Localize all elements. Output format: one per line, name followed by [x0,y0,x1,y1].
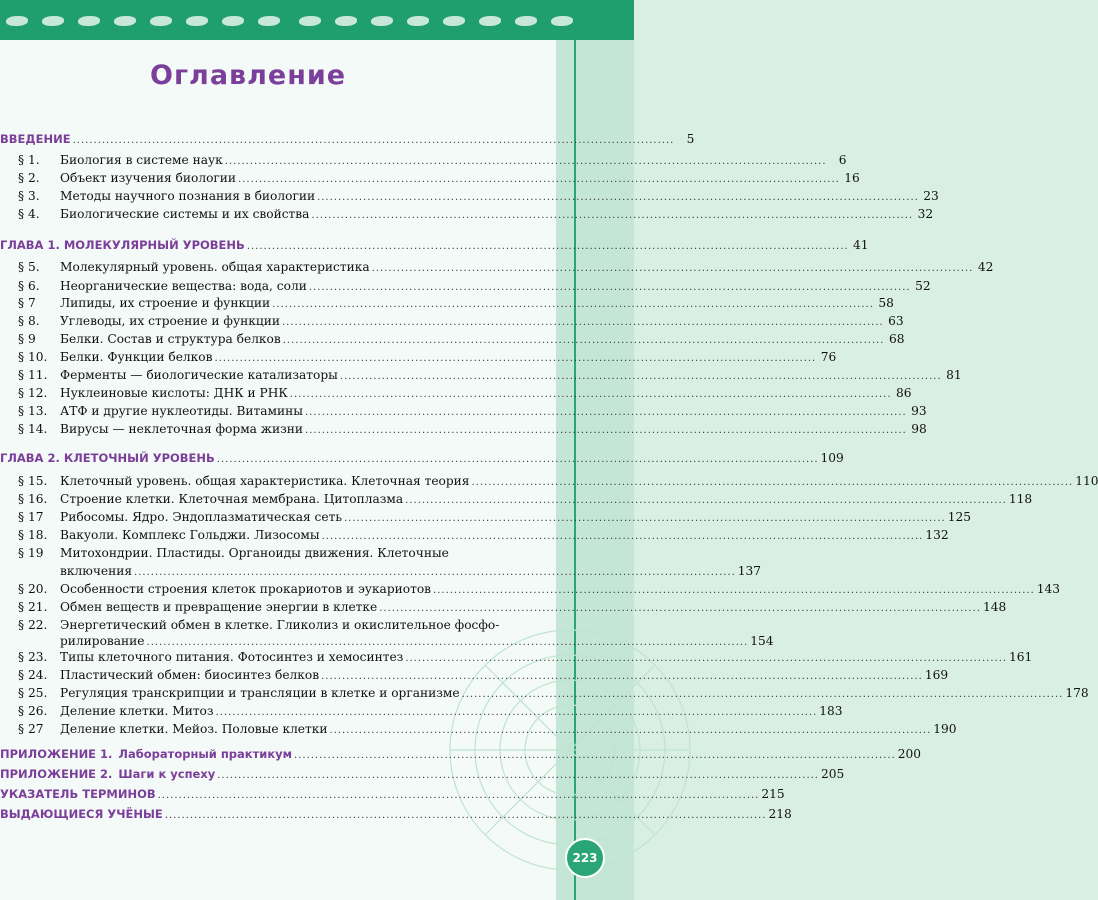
section-number: § 17 [18,510,44,524]
section-title: Белки. Состав и структура белков [60,332,281,346]
page-title: Оглавление [150,60,347,91]
dot-leader: ................................................................................................................................................ [329,725,932,736]
toc-row [0,128,695,146]
section-title: Деление клетки. Мейоз. Половые клетки [60,722,328,736]
toc-row [18,524,949,542]
toc-row [18,718,957,736]
toc-row [18,256,994,274]
page-ref: 178 [1065,686,1089,700]
chapter-heading: ГЛАВА 2. КЛЕТОЧНЫЙ УРОВЕНЬ [0,451,215,465]
section-title: Регуляция транскрипции и трансляции в клетке и организме [60,686,460,700]
toc-row [18,700,843,718]
dot-leader: ................................................................................................................................................ [214,353,817,364]
section-title: Типы клеточного питания. Фотосинтез и хемосинтез [60,650,404,664]
toc-row [18,470,1098,488]
dot-leader: ................................................................................................................................................ [134,567,736,578]
section-number: § 16. [18,492,48,506]
section-title-continuation: включения [60,564,133,578]
section-number: § 7 [18,296,36,310]
page-ref: 42 [977,260,994,274]
toc-row [18,364,962,382]
toc-row [18,646,1033,664]
toc-row [18,578,1061,596]
section-number: § 21. [18,600,48,614]
page-ref: 109 [820,451,844,465]
section-title: Липиды, их строение и функции [60,296,271,310]
dot-leader: ................................................................................................................................................ [305,425,907,436]
toc-row-continuation [60,560,762,578]
section-title: Биологические системы и их свойства [60,207,310,221]
page-ref: 205 [820,767,845,781]
dot-leader: ................................................................................................................................................ [433,585,1035,596]
toc-row [18,664,949,682]
page-ref: 58 [878,296,894,310]
page-ref: 23 [923,189,939,203]
section-number: § 13. [18,404,48,418]
toc-row [18,346,837,364]
section-title: Неорганические вещества: вода, соли [60,279,307,293]
section-number: § 14. [18,422,48,436]
section-title: Энергетический обмен в клетке. Гликолиз и окислительное фосфо- [60,618,500,632]
page-ref: 52 [915,279,931,293]
dot-leader: ................................................................................................................................................ [311,210,914,221]
dot-leader: ................................................................................................................................................ [379,603,981,614]
dot-leader: ................................................................................................................................................ [308,282,911,293]
section-title: АТФ и другие нуклеотиды. Витамины [60,404,303,418]
page-ref: 110 [1075,474,1098,488]
section-number: § 12. [18,386,48,400]
page-ref: 76 [820,350,837,364]
section-title: Рибосомы. Ядро. Эндоплазматическая сеть [60,510,342,524]
appendix-label: ПРИЛОЖЕНИЕ 2. [0,767,113,781]
toc-row [18,506,971,524]
section-title: Биология в системе наук [60,153,223,167]
section-number: § 20. [18,582,48,596]
section-title: Углеводы, их строение и функции [60,314,280,328]
section-number: § 1. [18,153,40,167]
section-title: Пластический обмен: биосинтез белков [60,668,320,682]
page-ref: 218 [768,807,792,821]
toc-row [18,310,904,328]
page-ref: 183 [819,704,843,718]
toc-row [18,400,927,418]
dot-leader: ................................................................................................................................................ [461,689,1064,700]
section-number: § 4. [18,207,40,221]
toc-row [18,682,1089,700]
dot-leader: ................................................................................................................................................ [238,174,840,185]
dot-leader: ................................................................................................................................................ [215,707,818,718]
dot-leader: ................................................................................................................................................ [281,317,884,328]
dot-leader: ................................................................................................................................................ [317,192,919,203]
dot-leader: ................................................................................................................................................ [157,790,760,801]
page-ref: 68 [888,332,905,346]
dot-leader: ................................................................................................................................................ [146,637,749,648]
page-ref: 98 [911,422,927,436]
appendix-title: Лабораторный практикум [118,747,293,761]
dot-leader: ................................................................................................................................................ [321,671,923,682]
section-number: § 19 [18,546,44,560]
section-number: § 3. [18,189,40,203]
section-number: § 9 [18,332,36,346]
section-number: § 24. [18,668,48,682]
toc-row [18,542,528,560]
toc-row [0,743,922,761]
section-number: § 11. [18,368,48,382]
toc-row [18,328,905,346]
page-ref: 169 [924,668,949,682]
dot-leader: ................................................................................................................................................ [289,389,892,400]
section-title: Строение клетки. Клеточная мембрана. Цитоплазма [60,492,404,506]
section-title: Клеточный уровень. общая характеристика. Клеточная теория [60,474,470,488]
appendix-label: ПРИЛОЖЕНИЕ 1. [0,747,113,761]
section-number: § 27 [18,722,44,736]
section-title: Вакуоли. Комплекс Гольджи. Лизосомы [60,528,320,542]
dot-leader: ................................................................................................................................................ [224,156,827,167]
dot-leader: ................................................................................................................................................ [294,750,896,761]
dot-leader: ................................................................................................................................................ [72,135,675,146]
page-ref: 118 [1008,492,1033,506]
page-ref: 200 [897,747,922,761]
toc-row [18,149,847,167]
dot-leader: ................................................................................................................................................ [164,810,767,821]
page-ref: 86 [896,386,912,400]
toc-row [18,185,939,203]
page-ref: 81 [946,368,962,382]
page-ref: 16 [844,171,860,185]
section-title: Объект изучения биологии [60,171,237,185]
chapter-heading: УКАЗАТЕЛЬ ТЕРМИНОВ [0,787,156,801]
page-ref: 143 [1036,582,1061,596]
page-number-badge: 223 [565,838,605,878]
toc-row [18,292,894,310]
toc-row [18,488,1033,506]
section-number: § 15. [18,474,48,488]
page-ref: 125 [947,510,971,524]
dot-leader: ................................................................................................................................................ [282,335,885,346]
section-title: Особенности строения клеток прокариотов и эукариотов [60,582,432,596]
dot-leader: ................................................................................................................................................ [405,495,1007,506]
section-number: § 6. [18,279,40,293]
toc-row [0,447,844,465]
page-ref: 63 [888,314,904,328]
section-number: § 26. [18,704,48,718]
section-title: Митохондрии. Пластиды. Органоиды движения. Клеточные [60,546,449,560]
section-number: § 8. [18,314,40,328]
toc-row [0,783,785,801]
dot-leader: ................................................................................................................................................ [339,371,942,382]
dot-leader: ................................................................................................................................................ [216,454,819,465]
page-ref: 41 [853,238,869,252]
toc-row [0,763,845,781]
dot-leader: ................................................................................................................................................ [304,407,907,418]
toc-row [0,803,792,821]
page-ref: 5 [686,132,695,146]
dot-leader: ................................................................................................................................................ [272,299,874,310]
page-ref: 148 [982,600,1007,614]
toc-row [18,382,912,400]
section-title: Молекулярный уровень. общая характеристика [60,260,370,274]
chapter-heading: ГЛАВА 1. МОЛЕКУЛЯРНЫЙ УРОВЕНЬ [0,238,245,252]
dot-leader: ................................................................................................................................................ [217,770,819,781]
dot-leader: ................................................................................................................................................ [405,653,1008,664]
dot-leader: ................................................................................................................................................ [471,477,1074,488]
section-number: § 18. [18,528,48,542]
chapter-heading: ВЫДАЮЩИЕСЯ УЧЁНЫЕ [0,807,163,821]
section-title: Методы научного познания в биологии [60,189,316,203]
toc-row [18,596,1007,614]
toc-row [18,275,931,293]
section-number: § 22. [18,618,48,632]
toc-row [18,203,934,221]
page-ref: 137 [737,564,762,578]
section-number: § 5. [18,260,40,274]
toc-row [18,167,860,185]
section-title: Белки. Функции белков [60,350,213,364]
section-title: Вирусы — неклеточная форма жизни [60,422,304,436]
section-number: § 25. [18,686,48,700]
page-ref: 161 [1009,650,1033,664]
section-title: Нуклеиновые кислоты: ДНК и РНК [60,386,288,400]
page-ref: 190 [933,722,957,736]
page-ref: 32 [917,207,934,221]
section-title: Деление клетки. Митоз [60,704,214,718]
toc-row [18,418,927,436]
section-number: § 23. [18,650,48,664]
section-title: Ферменты — биологические катализаторы [60,368,338,382]
section-number: § 10. [18,350,48,364]
dot-leader: ................................................................................................................................................ [343,513,946,524]
dot-leader: ................................................................................................................................................ [321,531,924,542]
chapter-heading: ВВЕДЕНИЕ [0,132,71,146]
appendix-title: Шаги к успеху [118,767,216,781]
toc-row [0,234,869,252]
section-title: Обмен веществ и превращение энергии в клетке [60,600,378,614]
page-ref: 6 [838,153,847,167]
dot-leader: ................................................................................................................................................ [246,241,849,252]
page-ref: 154 [750,634,774,648]
section-number: § 2. [18,171,40,185]
page-ref: 215 [761,787,785,801]
page-ref: 132 [925,528,949,542]
section-title-continuation: рилирование [60,634,145,648]
page-ref: 93 [911,404,927,418]
dot-leader: ................................................................................................................................................ [371,263,974,274]
